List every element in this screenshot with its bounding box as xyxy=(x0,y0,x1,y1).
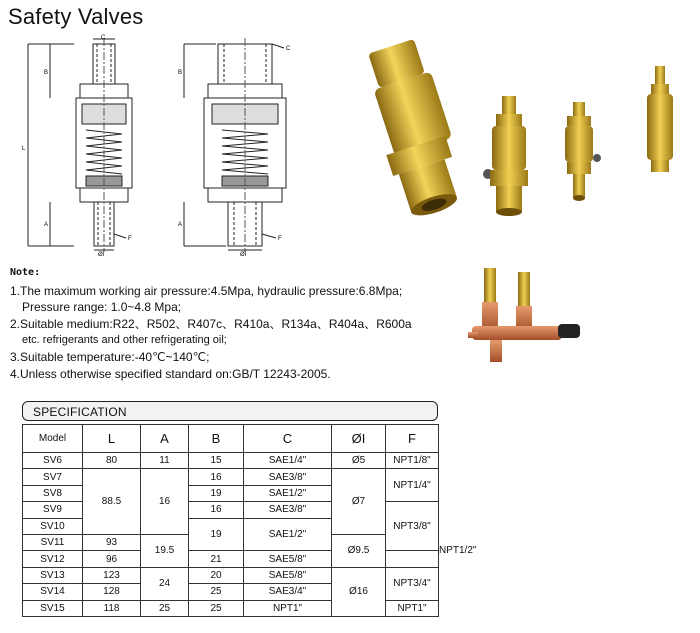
cell-a: 25 xyxy=(141,600,189,616)
cell-f: NPT1/4" xyxy=(386,469,439,502)
cell-model: SV12 xyxy=(23,551,83,567)
cell-b: 25 xyxy=(189,600,244,616)
cell-f: NPT3/4" xyxy=(386,567,439,600)
notes-section xyxy=(10,265,430,382)
cell-c: SAE3/4" xyxy=(244,584,332,600)
cell-c: SAE5/8" xyxy=(244,567,332,583)
cell-model: SV10 xyxy=(23,518,83,534)
label-a: A xyxy=(178,222,183,228)
cell-b: 19 xyxy=(189,518,244,551)
cell-model: SV11 xyxy=(23,534,83,550)
note-item: Pressure range: 1.0~4.8 Mpa; xyxy=(22,300,182,315)
cell-phi: Ø5 xyxy=(332,453,386,469)
cell-a: 16 xyxy=(141,469,189,535)
col-l: L xyxy=(83,425,141,453)
cell-model: SV14 xyxy=(23,584,83,600)
cell-model: SV7 xyxy=(23,469,83,485)
cell-a: 19.5 xyxy=(141,534,189,567)
note-item: etc. refrigerants and other refrigerating oil; xyxy=(22,334,227,347)
cell-c: SAE1/2" xyxy=(244,518,332,551)
label-phi: ØI xyxy=(98,252,105,256)
cell-model: SV15 xyxy=(23,600,83,616)
cell-l: 88.5 xyxy=(83,469,141,535)
note-item: 2.Suitable medium:R22、R502、R407c、R410a、R134a、R404a、R600a xyxy=(10,316,412,331)
cell-c: SAE1/2" xyxy=(244,485,332,501)
notes-heading: Note: xyxy=(10,267,41,278)
valve-photo-manifold xyxy=(462,262,592,377)
valve-drawing-left xyxy=(14,34,154,256)
cell-b: 16 xyxy=(189,502,244,518)
cell-b: 16 xyxy=(189,469,244,485)
table-row: SV11 93 19.5 Ø9.5 NPT1/2" xyxy=(23,534,439,550)
label-c: C xyxy=(101,35,106,41)
spec-table xyxy=(22,424,477,617)
spec-header: SPECIFICATION xyxy=(22,401,438,421)
cell-b: 25 xyxy=(189,584,244,600)
cell-f: NPT1/8" xyxy=(386,453,439,469)
cell-model: SV8 xyxy=(23,485,83,501)
cell-f: NPT1" xyxy=(386,600,439,616)
valve-photo-large xyxy=(350,35,480,230)
col-model: Model xyxy=(23,425,83,453)
cell-b: 15 xyxy=(189,453,244,469)
valve-drawing-right xyxy=(172,34,312,256)
note-item: 1.The maximum working air pressure:4.5Mpa, hydraulic pressure:6.8Mpa; xyxy=(10,283,403,298)
cell-c: NPT1" xyxy=(244,600,332,616)
cell-l: 80 xyxy=(83,453,141,469)
cell-model: SV9 xyxy=(23,502,83,518)
col-a: A xyxy=(141,425,189,453)
label-c: C xyxy=(286,46,291,52)
label-f: F xyxy=(278,236,282,242)
cell-l: 128 xyxy=(83,584,141,600)
page-title: Safety Valves xyxy=(8,4,144,29)
cell-l: 96 xyxy=(83,551,141,567)
cell-l: 93 xyxy=(83,534,141,550)
table-header-row xyxy=(23,425,439,453)
cell-a: 24 xyxy=(141,567,189,600)
col-phi: ØI xyxy=(332,425,386,453)
note-item: 3.Suitable temperature:-40℃~140℃; xyxy=(10,349,210,364)
col-c: C xyxy=(244,425,332,453)
cell-c: SAE3/8" xyxy=(244,469,332,485)
cell-model: SV6 xyxy=(23,453,83,469)
table-row xyxy=(23,567,439,583)
cell-c: SAE1/4" xyxy=(244,453,332,469)
cell-phi: Ø7 xyxy=(332,469,386,535)
label-l: L xyxy=(22,146,26,152)
label-phi: ØI xyxy=(240,252,247,256)
cell-f: NPT3/8" xyxy=(386,502,439,551)
cell-l: 123 xyxy=(83,567,141,583)
table-row xyxy=(23,453,439,469)
cell-c: SAE5/8" xyxy=(244,551,332,567)
label-a: A xyxy=(44,222,49,228)
cell-model: SV13 xyxy=(23,567,83,583)
table-row xyxy=(23,469,439,485)
cell-b: 19 xyxy=(189,485,244,501)
cell-c: SAE3/8" xyxy=(244,502,332,518)
col-b: B xyxy=(189,425,244,453)
label-b: B xyxy=(44,70,49,76)
col-f: F xyxy=(386,425,439,453)
valve-photo-tall xyxy=(634,62,684,187)
cell-a: 11 xyxy=(141,453,189,469)
valve-photo-small xyxy=(555,98,605,213)
cell-phi: Ø9.5 xyxy=(332,534,386,567)
label-f: F xyxy=(128,236,132,242)
valve-photo-medium xyxy=(478,92,538,227)
cell-l: 118 xyxy=(83,600,141,616)
cell-b: 21 xyxy=(189,551,244,567)
cell-phi: Ø16 xyxy=(332,567,386,616)
note-item: 4.Unless otherwise specified standard on:GB/T 12243-2005. xyxy=(10,366,331,381)
cell-b: 20 xyxy=(189,567,244,583)
label-b: B xyxy=(178,70,183,76)
